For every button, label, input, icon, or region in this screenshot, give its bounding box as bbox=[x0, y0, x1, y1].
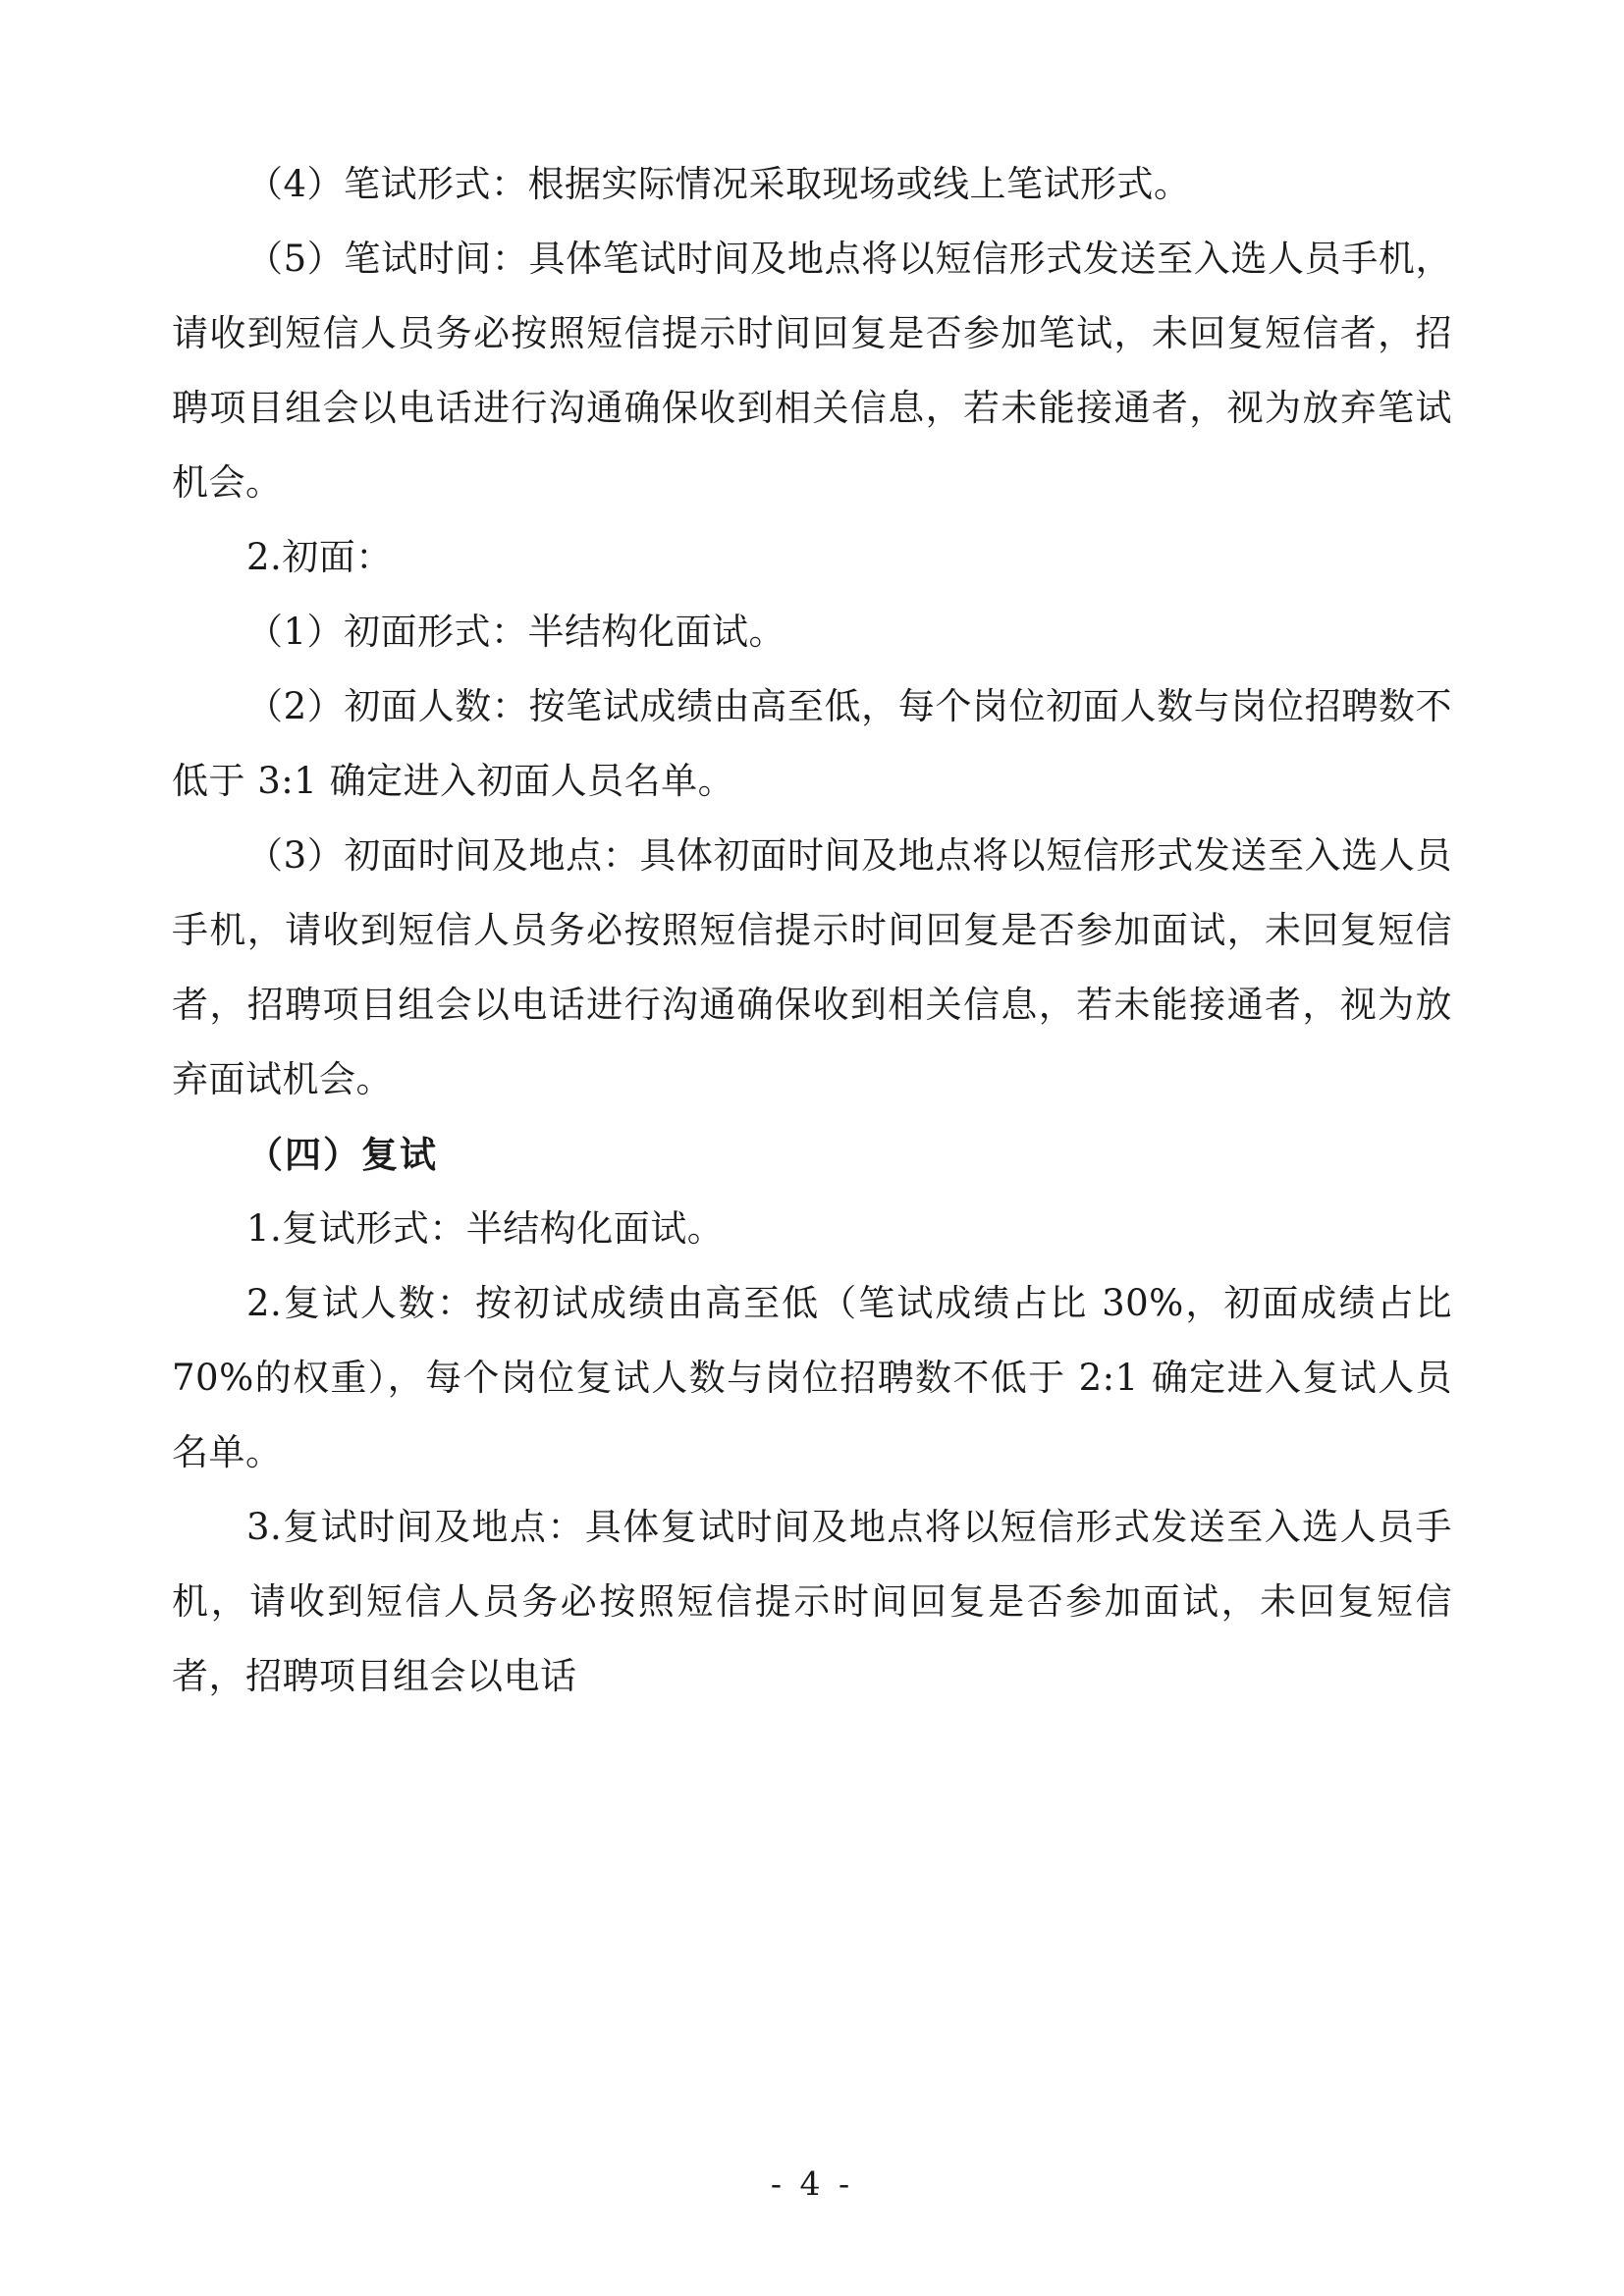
paragraph-retest-form: 1.复试形式：半结构化面试。 bbox=[246, 1207, 725, 1250]
paragraph-first-interview-time: （3）初面时间及地点：具体初面时间及地点将以短信形式发送至入选人员手机，请收到短信人员务必按照短信提示时间回复是否参加面试，未回复短信者，招聘项目组会以电话进行沟通确保收到相关信息，若未能接通者，视为放弃面试机会。 bbox=[172, 834, 1452, 1100]
page-number: - 4 - bbox=[770, 2164, 854, 2203]
paragraph-first-interview-title: 2.初面： bbox=[246, 536, 393, 578]
paragraph-written-exam-form: （4）笔试形式：根据实际情况采取现场或线上笔试形式。 bbox=[246, 163, 1191, 205]
paragraph-first-interview-form: （1）初面形式：半结构化面试。 bbox=[246, 611, 786, 653]
paragraph-retest-count: 2.复试人数：按初试成绩由高至低（笔试成绩占比 30%，初面成绩占比 70%的权重），每个岗位复试人数与岗位招聘数不低于 2:1 确定进入复试人员名单。 bbox=[172, 1282, 1452, 1473]
paragraph-first-interview-count: （2）初面人数：按笔试成绩由高至低，每个岗位初面人数与岗位招聘数不低于 3:1 确定进入初面人员名单。 bbox=[172, 685, 1452, 802]
paragraph-written-exam-time: （5）笔试时间：具体笔试时间及地点将以短信形式发送至入选人员手机，请收到短信人员务必按照短信提示时间回复是否参加笔试，未回复短信者，招聘项目组会以电话进行沟通确保收到相关信息，若未能接通者，视为放弃笔试机会。 bbox=[172, 238, 1452, 504]
heading-section-four-retest: （四）复试 bbox=[246, 1133, 438, 1176]
document-body bbox=[172, 147, 1452, 1714]
paragraph-retest-time: 3.复试时间及地点：具体复试时间及地点将以短信形式发送至入选人员手机，请收到短信人员务必按照短信提示时间回复是否参加面试，未回复短信者，招聘项目组会以电话 bbox=[172, 1506, 1452, 1697]
